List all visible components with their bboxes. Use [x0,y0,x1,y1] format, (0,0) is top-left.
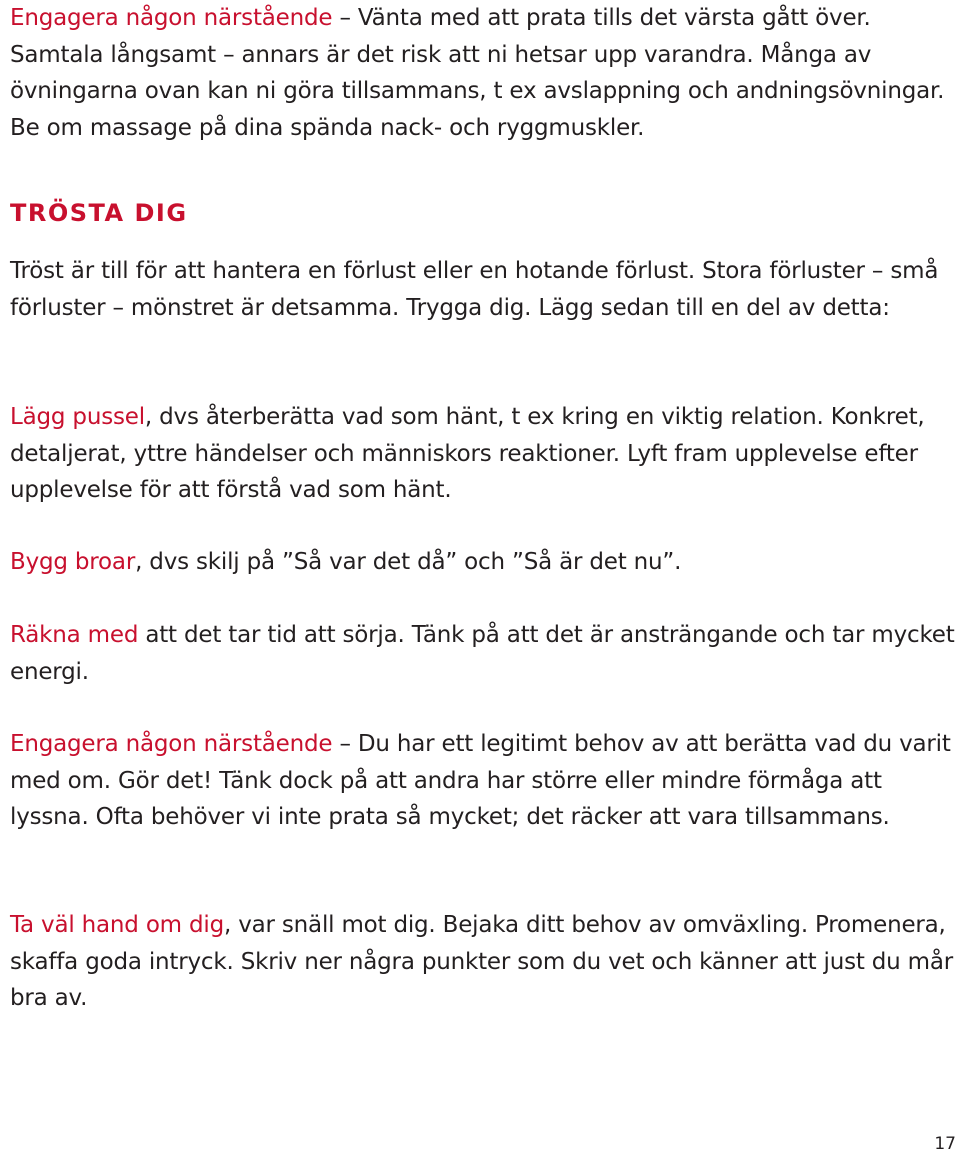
page-number: 17 [934,1134,956,1154]
item-text: – Du har ett legitimt behov av att berätta vad du varit med om. Gör det! Tänk dock på att andra har större eller mindre förmåga att lyssna. Ofta behöver vi inte prata så mycket; det räcker att vara tillsammans. [10,731,951,830]
item-accent-phrase: Engagera någon närstående [10,731,333,757]
item-bygg-broar [10,544,681,581]
item-text: , var snäll mot dig. Bejaka ditt behov av omväxling. Promenera, skaffa goda intryck. Skriv ner några punkter som du vet och känner att just du mår bra av. [10,912,954,1011]
item-accent-phrase: Ta väl hand om dig [10,912,224,938]
item-accent-phrase: Räkna med [10,622,139,648]
item-accent-phrase: Bygg broar [10,549,136,575]
section-heading: TRÖSTA DIG [10,199,188,227]
item-text: , dvs skilj på ”Så var det då” och ”Så är det nu”. [135,549,682,575]
item-lagg-pussel [10,399,955,509]
intro-accent-phrase: Engagera någon närstående [10,5,333,31]
intro-text: – Vänta med att prata tills det värsta gått över. Samtala långsamt – annars är det risk att ni hetsar upp varandra. Många av övningarna ovan kan ni göra tillsammans, t ex avslappning och andningsövningar. Be om massage på dina spända nack- och ryggmuskler. [10,5,945,141]
intro-paragraph [10,0,955,146]
item-ta-val-hand [10,907,955,1017]
item-text: , dvs återberätta vad som hänt, t ex kring en viktig relation. Konkret, detaljerat, yttre händelser och människors reaktioner. Lyft fram upplevelse efter upplevelse för att förstå vad som hänt. [10,404,925,503]
section-intro-paragraph: Tröst är till för att hantera en förlust eller en hotande förlust. Stora förluster – små förluster – mönstret är detsamma. Trygga dig. Lägg sedan till en del av detta: [10,258,939,321]
item-text: att det tar tid att sörja. Tänk på att det är ansträngande och tar mycket energi. [10,622,955,685]
item-rakna-med [10,617,955,690]
item-accent-phrase: Lägg pussel [10,404,145,430]
item-engagera-narstaende [10,726,955,836]
